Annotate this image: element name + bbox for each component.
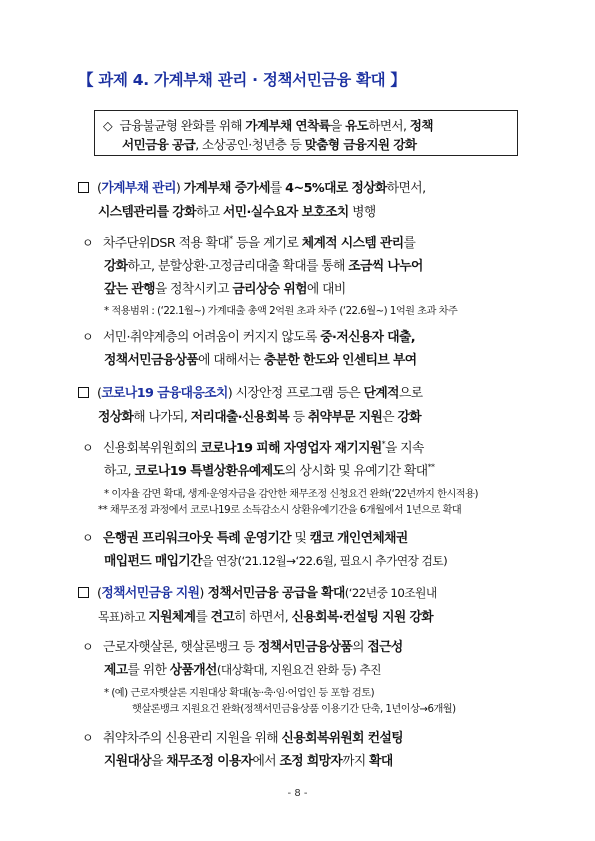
section-1-footnote-1: * 적용범위 : (‘22.1월~) 가계대출 총액 2억원 초과 차주 (‘22.6월~) 1억원 초과 차주 — [104, 306, 458, 317]
text: 에 대해서는 — [198, 353, 264, 368]
section-2-line-1 — [78, 382, 422, 401]
emphasis: 지원대상 — [104, 754, 152, 769]
emphasis: 정책서민금융 공급을 확대 — [203, 586, 345, 601]
section-3-footnote-1: * (예) 근로자햇살론 지원대상 확대(농·축·임·어업인 등 포함 검토) — [104, 688, 375, 699]
summary-text: 을 — [330, 118, 346, 133]
summary-line-2 — [103, 135, 509, 154]
emphasis: 강화 — [397, 410, 422, 425]
summary-emphasis: 가계부채 연착륙 — [245, 118, 331, 133]
emphasis: 정책서민금융상품 — [104, 353, 199, 368]
text: 을 연장(‘21.12월→‘22.6월, 필요시 추가연장 검토) — [201, 554, 448, 568]
emphasis: 코로나19 피해 자영업자 재기지원 — [200, 441, 382, 456]
page-title: 【 과제 4. 가계부채 관리 · 정책서민금융 확대 】 — [78, 71, 406, 89]
section-2-item-2-line-2 — [104, 550, 447, 569]
text: 를 — [195, 610, 211, 625]
emphasis: 서민·실수요자 보호조치 — [222, 205, 349, 220]
text: 등을 계기로 — [232, 236, 302, 251]
emphasis: 시스템관리를 강화 — [98, 205, 196, 220]
text: 를 — [403, 236, 416, 251]
section-3-item-1-line-2 — [104, 659, 381, 678]
section-2-item-1-line-2 — [104, 460, 434, 479]
paren: ) — [175, 181, 181, 196]
summary-line-1 — [103, 116, 509, 135]
text: 의 상시화 및 유예기간 확대 — [284, 464, 428, 479]
emphasis: 갚는 관행 — [104, 282, 155, 297]
section-3-line-2 — [98, 606, 433, 625]
section-2-item-2-line-1 — [82, 527, 408, 546]
emphasis: 견고 — [210, 610, 235, 625]
text: 하면서, — [386, 181, 426, 196]
emphasis: 강화 — [104, 259, 128, 274]
circle-bullet-icon: ㅇ — [82, 640, 93, 654]
section-tag: 코로나19 금융대응조치 — [101, 386, 228, 401]
section-1-item-1-line-1 — [82, 232, 415, 251]
emphasis: 정상화 — [98, 410, 134, 425]
text: 은 — [382, 410, 398, 425]
text: 해 나가되, — [133, 410, 191, 425]
summary-text: , 소상공인·청년층 등 — [195, 137, 305, 152]
section-tag: 정책서민금융 지원 — [101, 586, 200, 601]
summary-text: 금융불균형 완화를 위해 — [119, 118, 246, 133]
checkbox-square-icon — [78, 387, 89, 398]
text: 을 — [151, 754, 167, 769]
text: 하고, 분할상환·고정금리대출 확대를 통해 — [127, 259, 349, 274]
diamond-bullet-icon: ◇ — [103, 118, 113, 133]
text: 근로자햇살론, 햇살론뱅크 등 — [103, 640, 259, 655]
text: 목표)하고 — [98, 610, 149, 624]
checkbox-square-icon — [78, 182, 89, 193]
text: 에서 — [252, 754, 280, 769]
section-2-item-1-line-1 — [82, 437, 424, 456]
emphasis: 저리대출·신용회복 — [190, 410, 290, 425]
circle-bullet-icon: ㅇ — [82, 236, 93, 250]
text: 하고 — [195, 205, 223, 220]
emphasis: 매입펀드 매입기간 — [104, 554, 202, 569]
emphasis: 4~5%대로 정상화 — [285, 181, 387, 196]
emphasis: 충분한 한도와 인센티브 부여 — [263, 353, 417, 368]
paren: ) — [199, 586, 204, 601]
summary-box — [94, 110, 518, 156]
circle-bullet-icon: ㅇ — [82, 531, 93, 545]
text: (대상확대, 지원요건 완화 등) 추진 — [216, 663, 381, 677]
emphasis: 신용회복·컨설팅 지원 강화 — [291, 610, 433, 625]
emphasis: 은행권 프리워크아웃 특례 운영기간 — [103, 531, 291, 546]
text: 를 위한 — [127, 663, 170, 678]
emphasis: 정책서민금융상품 — [258, 640, 353, 655]
text: 으로 — [398, 386, 423, 401]
emphasis: 가계부채 증가세 — [183, 181, 270, 196]
section-1-item-1-line-3 — [104, 278, 346, 297]
text: (‘22년중 10조원내 — [344, 586, 437, 600]
section-2-line-2 — [98, 406, 421, 425]
section-tag: 가계부채 관리 — [101, 181, 176, 196]
section-1-item-2-line-2 — [104, 349, 417, 368]
section-2-footnote-1: * 이자율 감면 확대, 생계·운영자금을 감안한 채무조정 신청요건 완화(‘22년까지 한시적용) — [104, 489, 478, 500]
circle-bullet-icon: ㅇ — [82, 330, 93, 344]
emphasis: 지원체계 — [148, 610, 196, 625]
emphasis: 제고 — [104, 663, 128, 678]
section-1-line-2 — [98, 201, 376, 220]
summary-emphasis: 유도 — [345, 118, 369, 133]
section-3-line-1 — [78, 582, 437, 601]
text: 서민·취약계층의 어려움이 커지지 않도록 — [103, 330, 321, 345]
emphasis: 금리상승 위험 — [232, 282, 307, 297]
section-1-line-1 — [78, 177, 426, 196]
section-1-item-1-line-2 — [104, 255, 423, 274]
paren: ( — [97, 586, 102, 601]
text: 을 정착시키고 — [154, 282, 233, 297]
emphasis: 캠코 개인연체채권 — [309, 531, 408, 546]
text: 병행 — [348, 205, 376, 220]
summary-emphasis: 정책 — [409, 118, 433, 133]
section-3-footnote-2: 햇살론뱅크 지원요건 완화(정책서민금융상품 이용기간 단축, 1년이상→6개월) — [132, 704, 456, 715]
emphasis: 접근성 — [367, 640, 403, 655]
emphasis: 상품개선 — [169, 663, 217, 678]
paren: ( — [97, 386, 102, 401]
section-3-item-1-line-1 — [82, 636, 403, 655]
text: 의 — [352, 640, 368, 655]
section-3-item-2-line-1 — [82, 727, 403, 746]
text: 등 — [289, 410, 308, 425]
section-1-item-2-line-1 — [82, 326, 415, 345]
emphasis: 조금씩 나누어 — [348, 259, 423, 274]
checkbox-square-icon — [78, 587, 89, 598]
text: 및 — [291, 531, 310, 546]
emphasis: 확대 — [369, 754, 393, 769]
summary-emphasis: 맞춤형 금융지원 강화 — [304, 137, 417, 152]
text: 차주단위DSR 적용 확대 — [103, 236, 230, 251]
text: 을 지속 — [385, 441, 424, 456]
paren: ( — [97, 181, 102, 196]
footnote-mark: * — [381, 439, 386, 449]
text: 를 — [269, 181, 286, 196]
section-3-item-2-line-2 — [104, 750, 393, 769]
footnote-mark: * — [229, 234, 233, 244]
emphasis: 중·저신용자 대출, — [320, 330, 416, 345]
summary-text: 하면서, — [368, 118, 410, 133]
emphasis: 신용회복위원회 컨설팅 — [281, 731, 404, 746]
text: 에 대비 — [306, 282, 346, 297]
emphasis: 조정 희망자 — [279, 754, 343, 769]
text: 하고, — [104, 464, 135, 479]
emphasis: 코로나19 특별상환유예제도 — [134, 464, 285, 479]
summary-emphasis: 서민금융 공급 — [122, 137, 196, 152]
paren: ) — [227, 386, 233, 401]
circle-bullet-icon: ㅇ — [82, 731, 93, 745]
text: 취약차주의 신용관리 지원을 위해 — [103, 731, 282, 746]
text: 까지 — [342, 754, 370, 769]
text: 히 하면서, — [234, 610, 292, 625]
text: 신용회복위원회의 — [103, 441, 201, 456]
emphasis: 체계적 시스템 관리 — [301, 236, 404, 251]
footnote-mark: ** — [427, 462, 435, 472]
page-number: - 8 - — [287, 788, 308, 799]
circle-bullet-icon: ㅇ — [82, 441, 93, 455]
text: 시장안정 프로그램 등은 — [232, 386, 364, 401]
emphasis: 취약부문 지원 — [307, 410, 383, 425]
emphasis: 채무조정 이용자 — [166, 754, 253, 769]
section-2-footnote-2: ** 채무조정 과정에서 코로나19로 소득감소시 상환유예기간을 6개월에서 1년으로 확대 — [98, 505, 462, 516]
emphasis: 단계적 — [363, 386, 399, 401]
